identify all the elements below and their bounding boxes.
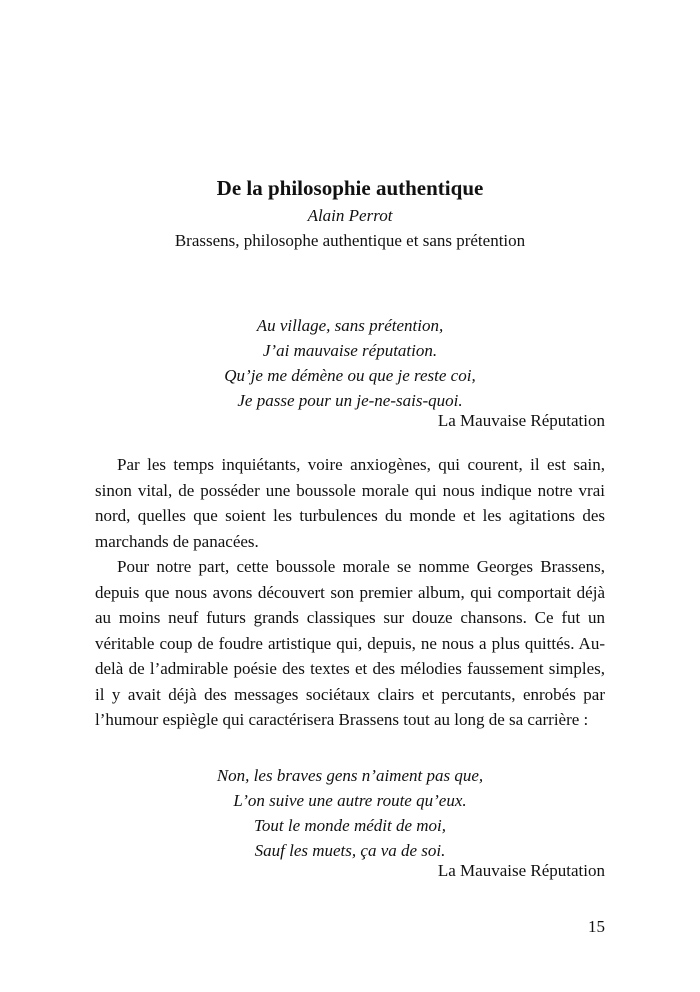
page-number: 15	[588, 917, 605, 936]
chapter-subtitle: Brassens, philosophe authentique et sans prétention	[174, 231, 526, 250]
verse-line: Tout le monde médit de moi,	[253, 816, 447, 835]
chapter-title: De la philosophie authentique	[216, 176, 484, 200]
verse-line: L’on suive une autre route qu’eux.	[233, 791, 467, 810]
epigraph-1	[0, 313, 700, 413]
chapter-author: Alain Perrot	[307, 206, 393, 225]
verse-line: Non, les braves gens n’aiment pas que,	[216, 766, 484, 785]
body-text	[95, 452, 605, 733]
verse-line: J’ai mauvaise réputation.	[262, 341, 438, 360]
epigraph-2	[0, 763, 700, 863]
paragraph: Par les temps inquiétants, voire anxiogènes, qui courent, il est sain, sinon vital, de posséder une boussole morale qui nous indique notre vrai nord, quelles que soient les turbulences du monde et les agitations des marchands de panacées.	[95, 455, 605, 551]
verse-line: Qu’je me démène ou que je reste coi,	[224, 366, 476, 385]
paragraph: Pour notre part, cette boussole morale se nomme Georges Brassens, depuis que nous avons découvert son premier album, qui comportait déjà au moins neuf futurs grands classiques sur douze chansons. Ce fut un véritable coup de foudre artistique qui, depuis, ne nous a plus quittés. Au-delà de l’admirable poésie des textes et des mélodies faussement simples, il y avait déjà des messages sociétaux clairs et percutants, enrobés par l’humour espiègle qui caractérisera Brassens tout au long de sa carrière :	[95, 557, 605, 729]
epigraph-2-attribution: La Mauvaise Réputation	[437, 861, 605, 880]
verse-line: Je passe pour un je-ne-sais-quoi.	[237, 391, 463, 410]
verse-line: Au village, sans prétention,	[256, 316, 444, 335]
verse-line: Sauf les muets, ça va de soi.	[254, 841, 446, 860]
epigraph-1-attribution: La Mauvaise Réputation	[437, 411, 605, 430]
